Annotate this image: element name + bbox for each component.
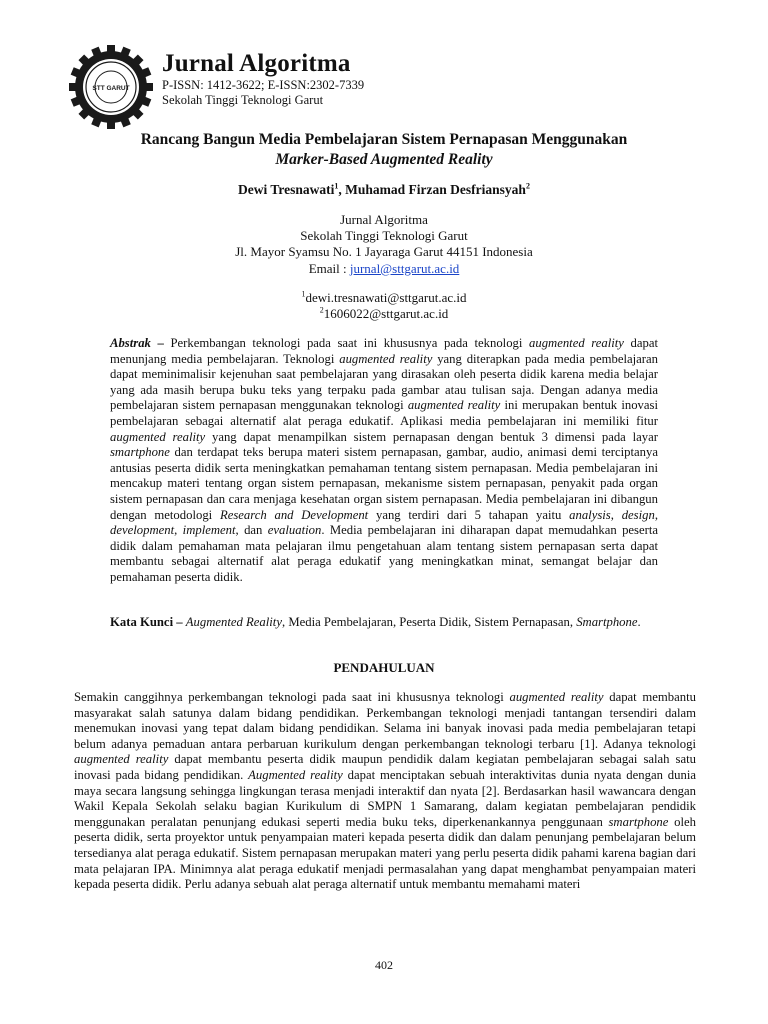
email-2-sup: 2 [319,305,324,315]
email-1: dewi.tresnawati@sttgarut.ac.id [305,290,467,305]
text-run: oleh peserta didik, serta proyektor untuk penyampaian materi kepada peserta didik dan dalam penunjang pembelajaran belum tersedianya alat peraga edukatif. Sistem pernapasan merupakan materi yang perlu peserta didik pahami karena bagian dari mata pelajaran IPA. Minimnya alat peraga edukatif menjadi permasalahan yang dapat menghambat penyampaian materi kepada peserta didik. Perlu adanya sebuah alat peraga alternatif untuk membantu memahami materi [74,814,696,892]
text-run: dapat menunjang media pembelajaran. Teknologi [110,336,658,366]
text-run: Semakin canggihnya perkembangan teknologi pada saat ini khususnya teknologi [74,690,510,704]
italic-term: implement [182,523,236,538]
italic-term: smartphone [110,445,170,460]
affiliation-line: Jurnal Algoritma [340,212,428,227]
text-run: , Media Pembelajaran, Peserta Didik, Sistem Pernapasan, [281,615,577,629]
italic-term: Research and Development [219,507,369,522]
email-label: Email : [308,260,350,276]
italic-term: evaluation [267,523,322,538]
italic-term: augmented reality [74,752,169,767]
journal-email-link[interactable]: jurnal@sttgarut.ac.id [349,260,460,276]
affiliation-line: Sekolah Tinggi Teknologi Garut [300,228,468,244]
text-run: yang diterapkan pada media pembelajaran dapat meminimalisir kejenuhan saat pembelajaran yang dirasakan oleh peserta didik karena media belajar yang ada masih berupa buku teks yang terpaku pada gambar atau tulisan saja. Dengan adanya media pembelajaran sistem pernapasan menggunakan teknologi [110,351,658,413]
author-separator: , [338,182,346,197]
italic-term: augmented reality [407,398,501,413]
authors [0,182,768,198]
journal-name: Jurnal Algoritma [162,50,351,77]
stt-garut-logo [68,44,154,130]
author-2-sup: 2 [525,181,530,191]
affiliation-line: Jl. Mayor Syamsu No. 1 Jayaraga Garut 44151 Indonesia [235,244,533,260]
email-1-sup: 1 [301,289,306,299]
institution: Sekolah Tinggi Teknologi Garut [162,93,324,107]
italic-term: augmented reality [509,690,604,704]
italic-term: design [621,507,655,522]
text-run: . [637,615,641,629]
page-number: 402 [375,958,393,972]
italic-term: augmented reality [339,351,433,366]
italic-term: smartphone [608,814,669,829]
introduction-body [74,690,696,891]
italic-term: Smartphone [576,615,638,629]
keywords-label: Kata Kunci [110,615,174,629]
email-2: 1606022@sttgarut.ac.id [323,306,449,322]
text-run: dapat menciptakan sebuah interaktivitas dunia nyata dengan dunia maya secara langsung sehingga lingkungan terasa menjadi interaktif dan nyata [2]. Berdasarkan hasil wawancara dengan Wakil Kepala Sekolah selaku bagian Kurikulum di SMPN 1 Samarang, dalam kegiatan pembelajaran pendidik menggunakan peralatan penunjang edukasi seperti media buku teks, diperkenankannya penggunaan [74,767,696,829]
email-line [0,261,768,277]
author-1: Dewi Tresnawati [238,182,335,197]
issn: P-ISSN: 1412-3622; E-ISSN:2302-7339 [162,78,365,92]
italic-term: augmented reality [529,336,624,350]
author-email-2 [0,306,768,322]
text-run: dapat membantu masyarakat salah satunya dalam bidang pendidikan. Perkembangan teknologi menjadi tantangan tersendiri dalam menemukan inovasi yang tepat dalam bidang pendidikan. Selama ini banyak inovasi pada media pembelajaran tetapi belum adanya pemaduan antara perbaruan kurikulum dengan perkembangan teknologi terbaru [1]. Adanya teknologi [74,690,696,751]
text-run: , [610,507,622,522]
italic-term: augmented reality [110,429,206,444]
logo-text: STT GARUT [92,85,130,92]
paper-title-line1: Rancang Bangun Media Pembelajaran Sistem Pernapasan Menggunakan [140,131,628,148]
italic-term: development [110,523,175,538]
text-run: Perkembangan teknologi pada saat ini khususnya pada teknologi [170,336,529,350]
author-1-sup: 1 [334,181,339,191]
text-run: dan terdapat teks berupa materi sistem pernapasan, gambar, audio, animasi demi terciptanya antusias peserta didik serta meningkatkan pemahaman tentang sistem pernapasan. Media pembelajaran ini mencakup materi tentang organ sistem pernapasan, mekanisme sistem pernapasan, penyakit pada organ sistem pernapasan dan cara menjaga kesehatan organ sistem pernapasan. Media pembelajaran ini dibangun dengan metodologi [110,445,658,522]
text-run: yang dapat menampilkan sistem pernapasan dengan bentuk 3 dimensi pada layar [205,429,658,444]
abstract-label: Abstrak [110,336,151,350]
author-emails [0,290,768,322]
text-run: dapat membantu peserta didik maupun pendidik dalam kegiatan pembelajaran sebagai salah satu inovasi pada bidang pendidikan. [74,752,696,782]
keywords-body [186,615,641,629]
italic-term: Augmented reality [248,767,343,782]
keywords [110,615,658,631]
paper-title-line2: Marker-Based Augmented Reality [275,151,493,168]
journal-header [162,50,364,108]
keywords-dash: – [173,615,186,629]
text-run: yang terdiri dari 5 tahapan yaitu [368,507,570,522]
text-run: , [654,507,658,522]
section-title: PENDAHULUAN [333,660,435,675]
abstract-body [110,336,658,584]
introduction-paragraph [74,690,696,893]
text-run: . Media pembelajaran ini diharapan dapat memudahkan peserta didik dalam pemahaman mata pelajaran ilmu pengetahuan alam tentang sistem pernapasan serta dapat membantu sebagai alternatif alat peraga edukatif yang meningkatkan minat, semangat belajar dan pemahaman peserta didik. [110,523,658,584]
text-run: ini merupakan bentuk inovasi pembelajaran sebagai alternatif alat peraga edukatif. Aplikasi media pembelajaran ini memiliki fitur [110,398,658,428]
abstract-dash: – [150,336,171,350]
affiliation [0,212,768,277]
italic-term: Augmented Reality [185,615,282,629]
italic-term: analysis [569,507,611,522]
abstract [110,336,658,586]
text-run: , dan [235,523,268,538]
author-2: Muhamad Firzan Desfriansyah [345,182,526,197]
text-run: , [174,523,183,538]
author-email-1 [0,290,768,306]
